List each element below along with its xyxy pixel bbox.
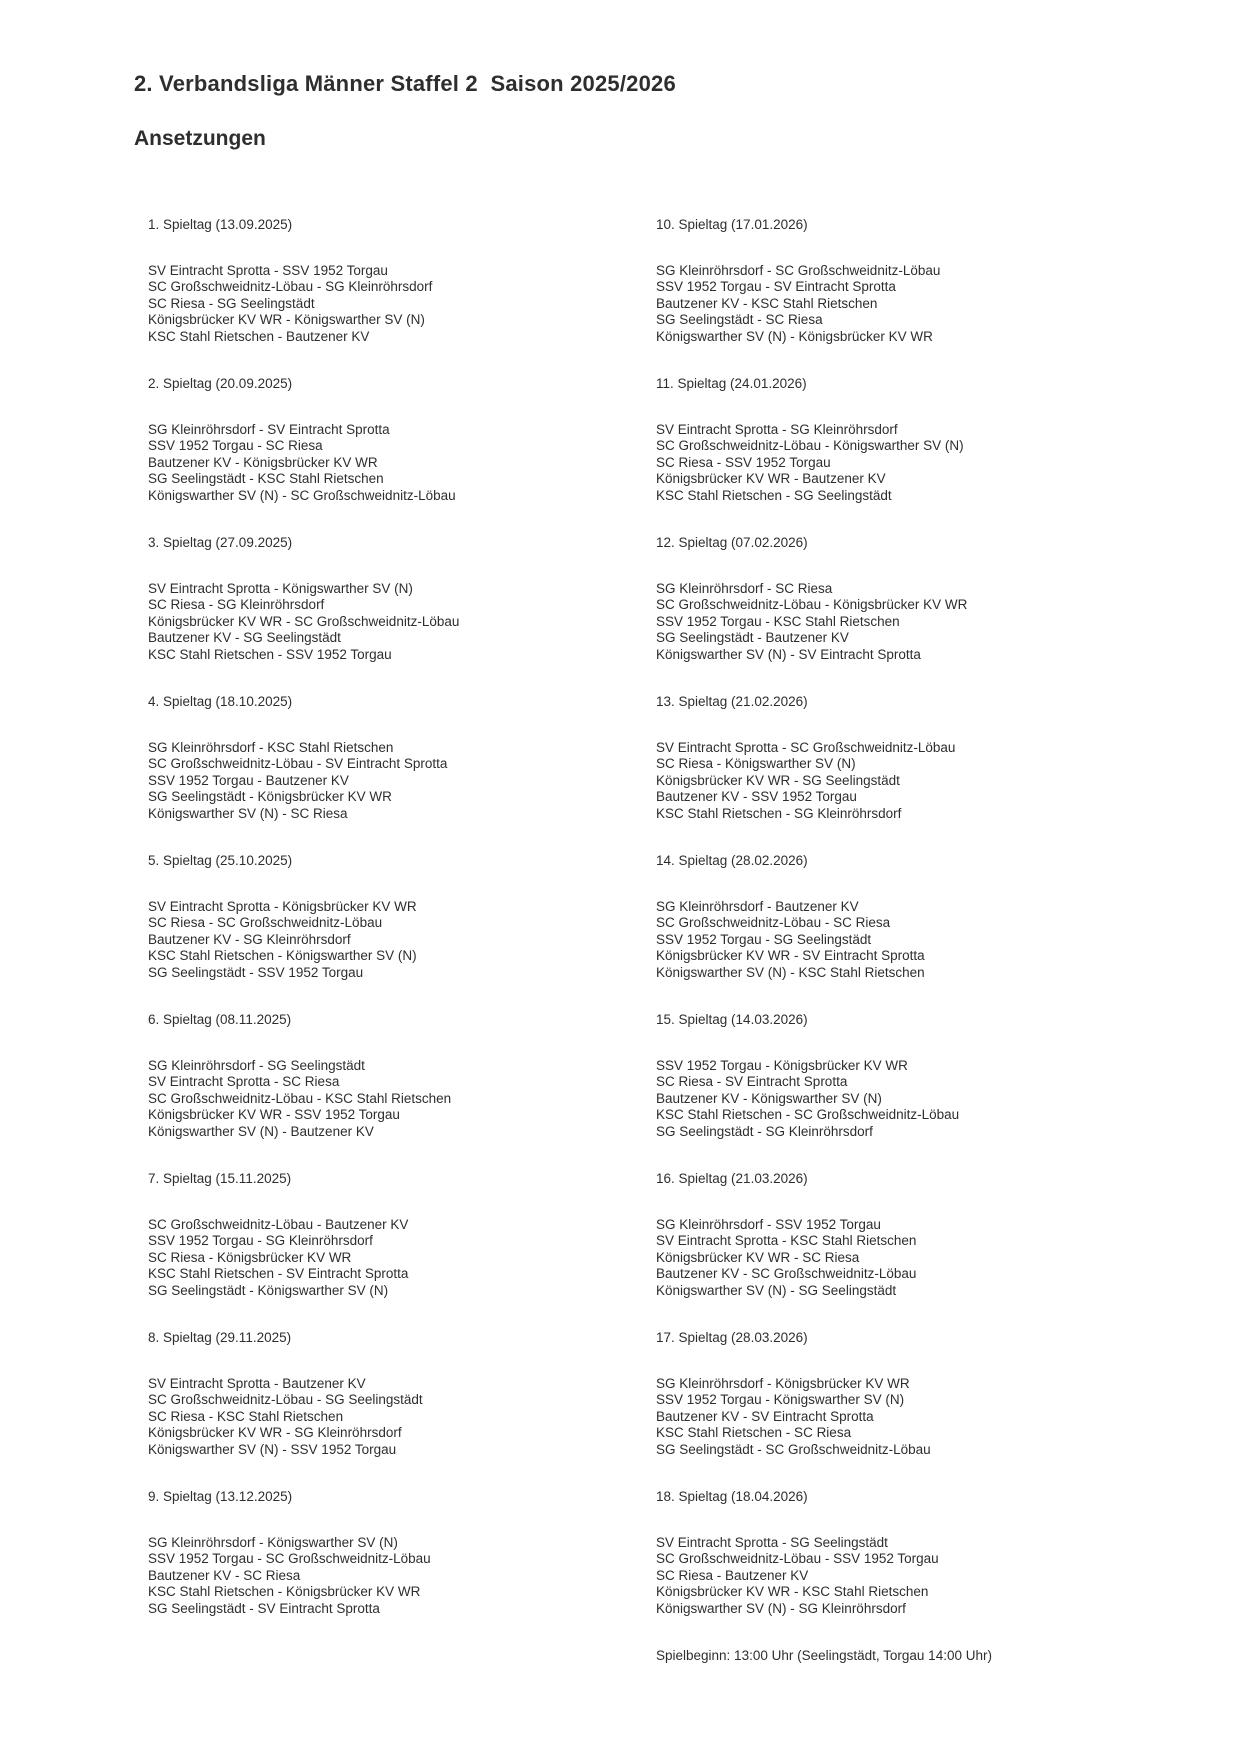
match-line: Königsbrücker KV WR - SV Eintracht Sprotta [656,948,925,964]
match-line: SV Eintracht Sprotta - Königswarther SV (N) [148,580,413,596]
match-list [148,581,638,664]
match-line: KSC Stahl Rietschen - SC Riesa [656,1425,852,1441]
matchday-block [656,1489,1146,1648]
match-line: SSV 1952 Torgau - SV Eintracht Sprotta [656,279,896,295]
matchday-block [148,1012,638,1171]
match-line: Königswarther SV (N) - SV Eintracht Sprotta [656,646,921,662]
match-line: KSC Stahl Rietschen - Königsbrücker KV WR [148,1584,421,1600]
match-list [148,263,638,346]
matchday-header: 3. Spieltag (27.09.2025) [148,535,293,550]
match-line: SC Großschweidnitz-Löbau - SG Seelingstädt [148,1392,423,1408]
matchday-header: 2. Spieltag (20.09.2025) [148,376,293,391]
matchday-header: 1. Spieltag (13.09.2025) [148,217,293,232]
matchday-header: 6. Spieltag (08.11.2025) [148,1012,292,1027]
match-line: Königsbrücker KV WR - SSV 1952 Torgau [148,1107,400,1123]
match-line: KSC Stahl Rietschen - SSV 1952 Torgau [148,646,392,662]
match-line: SV Eintracht Sprotta - Bautzener KV [148,1375,366,1391]
match-line: Bautzener KV - SSV 1952 Torgau [656,789,857,805]
match-line: Bautzener KV - SC Riesa [148,1567,301,1583]
match-list [656,263,1146,346]
match-line: SSV 1952 Torgau - Königsbrücker KV WR [656,1057,908,1073]
match-line: KSC Stahl Rietschen - Bautzener KV [148,328,370,344]
match-line: Königswarther SV (N) - Bautzener KV [148,1123,374,1139]
matchday-block [656,535,1146,694]
match-line: SG Seelingstädt - SSV 1952 Torgau [148,964,364,980]
match-line: SG Seelingstädt - Königswarther SV (N) [148,1282,389,1298]
match-line: SC Großschweidnitz-Löbau - Königswarther SV (N) [656,438,964,454]
matchday-header: 4. Spieltag (18.10.2025) [148,694,293,709]
kickoff-note: Spielbeginn: 13:00 Uhr (Seelingstädt, Torgau 14:00 Uhr) [656,1648,992,1663]
match-line: Königsbrücker KV WR - KSC Stahl Rietschen [656,1584,929,1600]
match-line: Bautzener KV - SG Seelingstädt [148,630,341,646]
matchday-block [148,1489,638,1648]
match-list [148,740,638,823]
match-list [148,422,638,505]
match-line: KSC Stahl Rietschen - SG Kleinröhrsdorf [656,805,902,821]
matchday-header: 15. Spieltag (14.03.2026) [656,1012,808,1027]
match-line: Königsbrücker KV WR - SG Kleinröhrsdorf [148,1425,402,1441]
matchday-header: 11. Spieltag (24.01.2026) [656,376,807,391]
match-line: Königsbrücker KV WR - SC Riesa [656,1249,860,1265]
match-line: SC Großschweidnitz-Löbau - KSC Stahl Rietschen [148,1090,452,1106]
matchday-block [656,217,1146,376]
match-line: SV Eintracht Sprotta - Königsbrücker KV WR [148,898,417,914]
match-line: SSV 1952 Torgau - SG Kleinröhrsdorf [148,1233,373,1249]
match-list [148,1058,638,1141]
page-subtitle: Ansetzungen [134,127,266,150]
match-line: SV Eintracht Sprotta - SG Seelingstädt [656,1534,888,1550]
matchday-block [148,376,638,535]
match-line: SG Seelingstädt - SC Riesa [656,312,823,328]
match-line: SG Seelingstädt - SC Großschweidnitz-Löbau [656,1441,931,1457]
match-line: Bautzener KV - SG Kleinröhrsdorf [148,931,351,947]
matchday-header: 14. Spieltag (28.02.2026) [656,853,808,868]
match-line: SG Seelingstädt - Bautzener KV [656,630,849,646]
match-line: SV Eintracht Sprotta - SC Riesa [148,1074,340,1090]
matchday-header: 9. Spieltag (13.12.2025) [148,1489,293,1504]
match-line: SG Kleinröhrsdorf - SG Seelingstädt [148,1057,365,1073]
match-line: Königsbrücker KV WR - SG Seelingstädt [656,772,900,788]
match-line: SG Kleinröhrsdorf - Bautzener KV [656,898,859,914]
match-line: SSV 1952 Torgau - SC Riesa [148,438,323,454]
match-line: Königsbrücker KV WR - SC Großschweidnitz-Löbau [148,613,460,629]
match-line: SG Kleinröhrsdorf - SC Riesa [656,580,833,596]
match-line: SC Riesa - SG Seelingstädt [148,295,315,311]
match-line: SC Riesa - Königsbrücker KV WR [148,1249,352,1265]
match-line: KSC Stahl Rietschen - SG Seelingstädt [656,487,892,503]
match-line: SC Großschweidnitz-Löbau - Königsbrücker KV WR [656,597,968,613]
matchday-block [148,853,638,1012]
match-list [656,899,1146,982]
match-line: SC Riesa - Bautzener KV [656,1567,809,1583]
matchday-header: 8. Spieltag (29.11.2025) [148,1330,292,1345]
matchday-block [656,376,1146,535]
match-line: SG Kleinröhrsdorf - KSC Stahl Rietschen [148,739,394,755]
match-line: SC Großschweidnitz-Löbau - SG Kleinröhrsdorf [148,279,433,295]
match-line: SV Eintracht Sprotta - KSC Stahl Rietschen [656,1233,917,1249]
matchday-block [656,1171,1146,1330]
matchday-header: 16. Spieltag (21.03.2026) [656,1171,808,1186]
matchday-header: 7. Spieltag (15.11.2025) [148,1171,292,1186]
match-line: Königswarther SV (N) - SSV 1952 Torgau [148,1441,397,1457]
match-line: Bautzener KV - SC Großschweidnitz-Löbau [656,1266,917,1282]
match-list [148,1217,638,1300]
match-line: SG Seelingstädt - Königsbrücker KV WR [148,789,392,805]
match-line: SV Eintracht Sprotta - SG Kleinröhrsdorf [656,421,898,437]
match-list [656,740,1146,823]
match-line: SV Eintracht Sprotta - SSV 1952 Torgau [148,262,388,278]
match-line: SC Großschweidnitz-Löbau - SC Riesa [656,915,891,931]
match-line: Bautzener KV - Königsbrücker KV WR [148,454,378,470]
match-line: Königsbrücker KV WR - Königswarther SV (N) [148,312,425,328]
matchday-block [148,694,638,853]
schedule-column-right [656,217,1146,1665]
match-line: Bautzener KV - Königswarther SV (N) [656,1090,882,1106]
match-line: SSV 1952 Torgau - Königswarther SV (N) [656,1392,905,1408]
match-line: SV Eintracht Sprotta - SC Großschweidnitz-Löbau [656,739,956,755]
match-list [656,581,1146,664]
match-line: SC Riesa - Königswarther SV (N) [656,756,856,772]
match-line: SC Riesa - SG Kleinröhrsdorf [148,597,325,613]
matchday-header: 5. Spieltag (25.10.2025) [148,853,293,868]
match-line: SG Kleinröhrsdorf - SV Eintracht Sprotta [148,421,390,437]
match-line: SSV 1952 Torgau - SC Großschweidnitz-Löbau [148,1551,431,1567]
matchday-block [148,1171,638,1330]
match-list [656,1376,1146,1459]
match-list [656,422,1146,505]
matchday-header: 12. Spieltag (07.02.2026) [656,535,808,550]
matchday-block [148,535,638,694]
match-line: SC Riesa - SSV 1952 Torgau [656,454,831,470]
match-line: SSV 1952 Torgau - KSC Stahl Rietschen [656,613,900,629]
match-line: Königswarther SV (N) - SC Riesa [148,805,348,821]
match-line: Königsbrücker KV WR - Bautzener KV [656,471,886,487]
match-line: SG Seelingstädt - KSC Stahl Rietschen [148,471,384,487]
matchday-header: 17. Spieltag (28.03.2026) [656,1330,808,1345]
match-line: Königswarther SV (N) - SG Seelingstädt [656,1282,897,1298]
match-line: SG Kleinröhrsdorf - Königsbrücker KV WR [656,1375,910,1391]
page-title: 2. Verbandsliga Männer Staffel 2 Saison 2025/2026 [134,71,676,96]
matchday-block [656,1012,1146,1171]
match-list [148,1376,638,1459]
matchday-block [148,217,638,376]
matchday-header: 13. Spieltag (21.02.2026) [656,694,808,709]
match-line: Bautzener KV - KSC Stahl Rietschen [656,295,878,311]
match-line: SC Großschweidnitz-Löbau - Bautzener KV [148,1216,409,1232]
match-line: SG Kleinröhrsdorf - Königswarther SV (N) [148,1534,398,1550]
match-list [656,1217,1146,1300]
match-line: SG Seelingstädt - SG Kleinröhrsdorf [656,1123,873,1139]
schedule-column-left [148,217,638,1648]
match-list [656,1535,1146,1618]
match-line: SSV 1952 Torgau - SG Seelingstädt [656,931,872,947]
match-line: KSC Stahl Rietschen - SC Großschweidnitz-Löbau [656,1107,960,1123]
match-line: SC Großschweidnitz-Löbau - SSV 1952 Torgau [656,1551,939,1567]
match-line: KSC Stahl Rietschen - Königswarther SV (N) [148,948,417,964]
match-list [656,1058,1146,1141]
match-line: SC Großschweidnitz-Löbau - SV Eintracht Sprotta [148,756,448,772]
match-line: Königswarther SV (N) - KSC Stahl Rietschen [656,964,925,980]
matchday-block [148,1330,638,1489]
match-line: SC Riesa - SV Eintracht Sprotta [656,1074,848,1090]
match-line: SC Riesa - KSC Stahl Rietschen [148,1408,344,1424]
match-line: Königswarther SV (N) - SC Großschweidnitz-Löbau [148,487,456,503]
matchday-block [656,1330,1146,1489]
matchday-header: 10. Spieltag (17.01.2026) [656,217,808,232]
match-line: Bautzener KV - SV Eintracht Sprotta [656,1408,874,1424]
match-list [148,899,638,982]
matchday-block [656,853,1146,1012]
match-line: Königswarther SV (N) - Königsbrücker KV WR [656,328,933,344]
matchday-block [656,694,1146,853]
match-line: SG Kleinröhrsdorf - SSV 1952 Torgau [656,1216,881,1232]
match-line: SSV 1952 Torgau - Bautzener KV [148,772,349,788]
match-line: SG Seelingstädt - SV Eintracht Sprotta [148,1600,380,1616]
match-line: Königswarther SV (N) - SG Kleinröhrsdorf [656,1600,906,1616]
match-line: SG Kleinröhrsdorf - SC Großschweidnitz-Löbau [656,262,941,278]
match-line: SC Riesa - SC Großschweidnitz-Löbau [148,915,383,931]
match-list [148,1535,638,1618]
matchday-header: 18. Spieltag (18.04.2026) [656,1489,808,1504]
match-line: KSC Stahl Rietschen - SV Eintracht Sprotta [148,1266,409,1282]
